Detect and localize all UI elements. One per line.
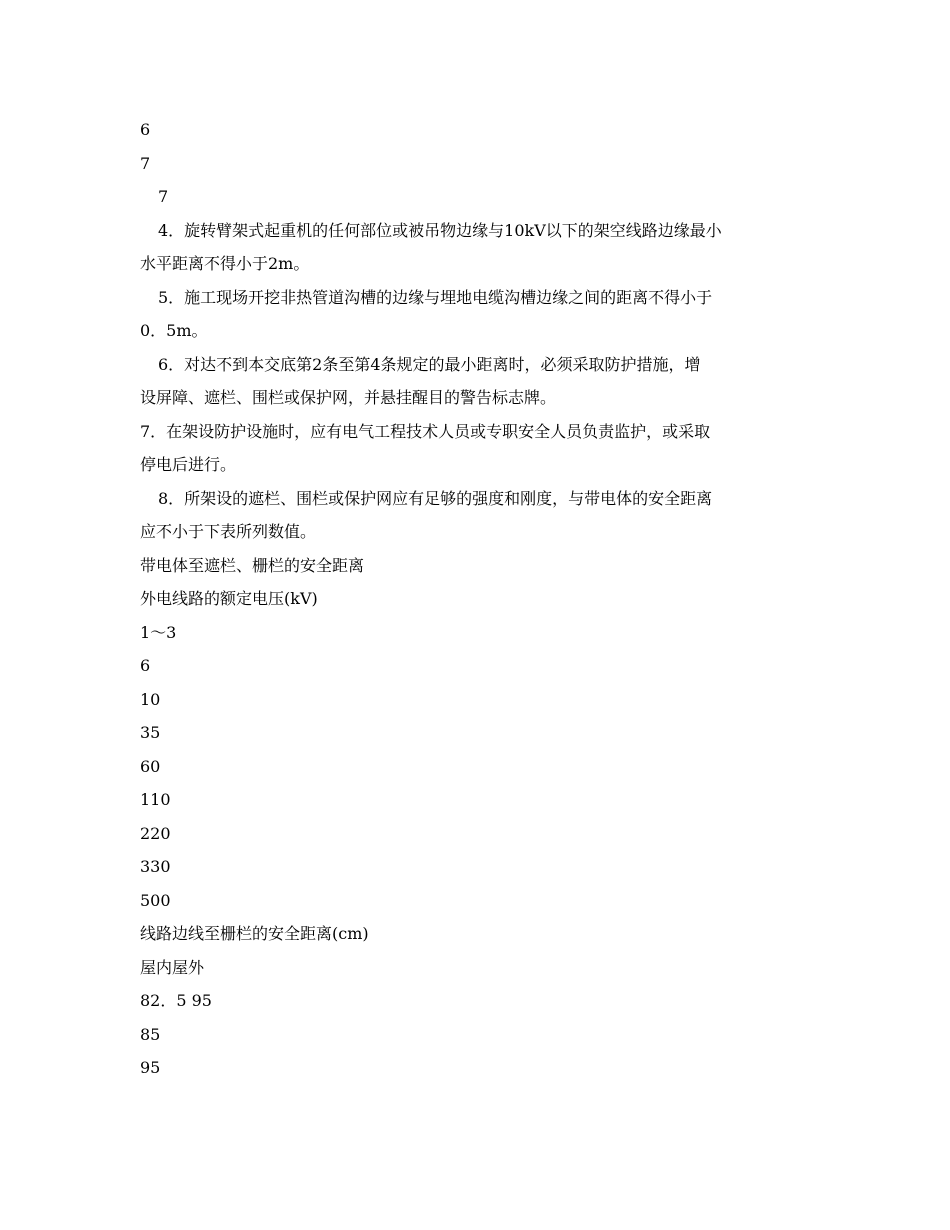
voltage-value: 10 [140, 689, 161, 709]
paragraph-5-line-2: 0．5m。 [140, 321, 208, 340]
voltage-value: 330 [140, 857, 171, 876]
paragraph-8-line-1: 8．所架设的遮栏、围栏或保护网应有足够的强度和刚度，与带电体的安全距离 [158, 488, 713, 508]
indoor-outdoor-header: 屋内屋外 [140, 957, 205, 977]
paragraph-6-line-2: 设屏障、遮栏、围栏或保护网，并悬挂醒目的警告标志牌。 [140, 388, 557, 407]
voltage-value: 6 [140, 656, 151, 675]
paragraph-4-line-2: 水平距离不得小于2m。 [140, 254, 310, 273]
paragraph-8-line-2: 应不小于下表所列数值。 [140, 522, 317, 541]
number-line: 6 [140, 120, 151, 139]
voltage-value: 220 [140, 823, 171, 843]
voltage-value: 1～3 [140, 622, 177, 642]
paragraph-4-line-1: 4．旋转臂架式起重机的任何部位或被吊物边缘与10kV以下的架空线路边缘最小 [158, 220, 722, 240]
voltage-header: 外电线路的额定电压(kV) [140, 589, 318, 608]
distance-value: 82．5 95 [140, 991, 212, 1010]
document-body [140, 113, 812, 1085]
distance-value: 95 [140, 1058, 161, 1077]
number-line: 7 [140, 153, 151, 173]
distance-header: 线路边线至栅栏的安全距离(cm) [140, 924, 369, 943]
voltage-value: 60 [140, 756, 161, 776]
paragraph-5-line-1: 5．施工现场开挖非热管道沟槽的边缘与埋地电缆沟槽边缘之间的距离不得小于 [158, 287, 713, 307]
distance-value: 85 [140, 1024, 161, 1044]
indented-number-line: 7 [158, 187, 169, 206]
voltage-value: 110 [140, 790, 171, 809]
voltage-value: 35 [140, 723, 161, 742]
paragraph-6-line-1: 6．对达不到本交底第2条至第4条规定的最小距离时，必须采取防护措施，增 [158, 354, 701, 374]
paragraph-7-line-1: 7．在架设防护设施时，应有电气工程技术人员或专职安全人员负责监护，或采取 [140, 421, 711, 441]
paragraph-7-line-2: 停电后进行。 [140, 455, 237, 474]
table-title: 带电体至遮栏、栅栏的安全距离 [140, 555, 365, 575]
voltage-value: 500 [140, 890, 171, 910]
